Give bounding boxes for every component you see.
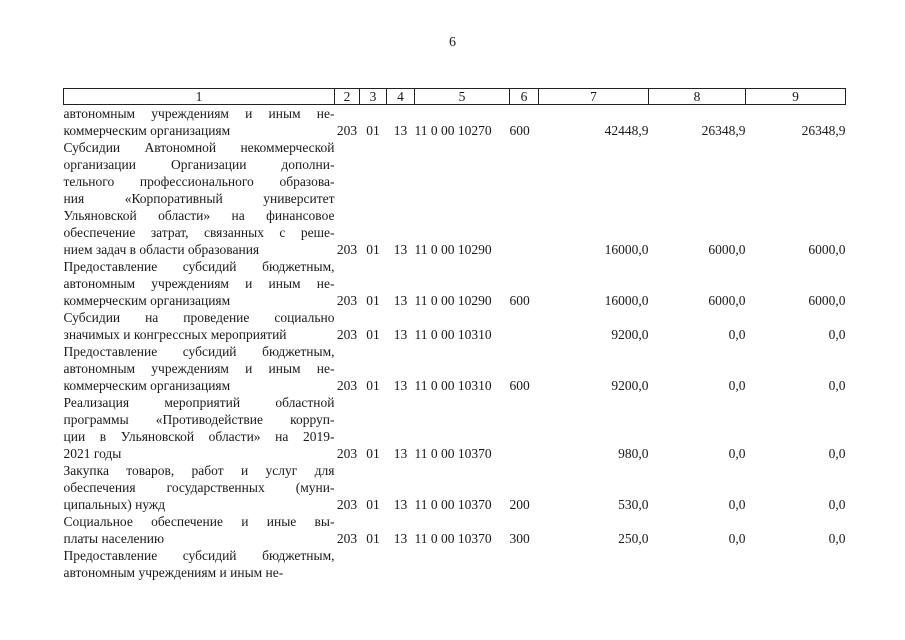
- row-description: [64, 105, 335, 140]
- row-amount-col8: 0,0: [728, 327, 746, 342]
- row-col4: 13: [393, 531, 408, 546]
- row-target-code: 11 0 00 10310: [414, 378, 492, 393]
- row-col3: 01: [366, 293, 380, 308]
- row-target-code: 11 0 00 10290: [414, 293, 492, 308]
- col-header-6: 6: [510, 89, 539, 105]
- row-description-line: Предоставление субсидий бюджетным,: [63, 344, 335, 359]
- row-description: [64, 343, 335, 394]
- row-col3: 01: [366, 378, 380, 393]
- row-amount-col9: [746, 547, 846, 581]
- row-expense-type: 300: [509, 531, 530, 546]
- row-description-line: Предоставление субсидий бюджетным,: [63, 548, 335, 563]
- row-amount-col7: 16000,0: [604, 242, 649, 257]
- row-description-line: организации Организации дополни-: [63, 157, 335, 172]
- col-header-4: 4: [387, 89, 415, 105]
- row-amount-col9: 0,0: [828, 531, 846, 546]
- row-col2: [335, 547, 360, 581]
- table-row: [64, 309, 846, 343]
- row-col4: 13: [393, 378, 408, 393]
- col-header-7: 7: [539, 89, 649, 105]
- row-col4: [387, 547, 415, 581]
- row-description-line: коммерческим организациям: [63, 378, 231, 393]
- row-col2: 203: [336, 497, 358, 512]
- row-description: [64, 394, 335, 462]
- row-description: [64, 139, 335, 258]
- row-description-line: автономным учреждениям и иным не-: [63, 106, 335, 121]
- row-col4: 13: [393, 327, 408, 342]
- row-description-line: автономным учреждениям и иным не-: [63, 565, 284, 580]
- row-target-code: 11 0 00 10310: [414, 327, 492, 342]
- row-col2: 203: [336, 123, 358, 138]
- row-expense-type: [510, 547, 539, 581]
- row-amount-col9: 0,0: [828, 497, 846, 512]
- row-amount-col7: 9200,0: [611, 327, 649, 342]
- row-amount-col7: 250,0: [618, 531, 649, 546]
- row-target-code: 11 0 00 10270: [414, 123, 492, 138]
- row-amount-col8: 0,0: [728, 531, 746, 546]
- row-col4: 13: [393, 293, 408, 308]
- row-description-line: коммерческим организациям: [63, 123, 231, 138]
- row-amount-col9: 0,0: [828, 327, 846, 342]
- row-description-line: ции в Ульяновской области» на 2019-: [63, 429, 335, 444]
- row-col4: 13: [393, 497, 408, 512]
- row-col3: 01: [366, 242, 380, 257]
- col-header-9: 9: [746, 89, 846, 105]
- row-expense-type: 600: [509, 123, 530, 138]
- row-description-line: Реализация мероприятий областной: [63, 395, 335, 410]
- row-target-code: 11 0 00 10370: [414, 531, 492, 546]
- table-row: [64, 105, 846, 140]
- row-expense-type: 600: [509, 293, 530, 308]
- row-expense-type: [510, 309, 539, 343]
- row-amount-col7: 530,0: [618, 497, 649, 512]
- row-col3: 01: [366, 123, 380, 138]
- row-amount-col7: 9200,0: [611, 378, 649, 393]
- row-expense-type: 600: [509, 378, 530, 393]
- row-description-line: обеспечение затрат, связанных с реше-: [63, 225, 335, 240]
- row-description: [64, 547, 335, 581]
- row-amount-col9: 26348,9: [801, 123, 846, 138]
- row-col4: 13: [393, 446, 408, 461]
- row-description: [64, 309, 335, 343]
- row-description-line: Субсидии на проведение социально: [63, 310, 335, 325]
- row-amount-col8: 0,0: [728, 446, 746, 461]
- row-amount-col8: 6000,0: [708, 242, 746, 257]
- col-header-2: 2: [335, 89, 360, 105]
- row-amount-col9: 6000,0: [808, 293, 846, 308]
- row-amount-col9: 0,0: [828, 446, 846, 461]
- page-number: 6: [449, 35, 456, 50]
- row-description-line: нием задач в области образования: [63, 242, 260, 257]
- row-col2: 203: [336, 531, 358, 546]
- row-col3: [360, 547, 387, 581]
- row-description-line: коммерческим организациям: [63, 293, 231, 308]
- row-col4: 13: [393, 123, 408, 138]
- col-header-1: 1: [64, 89, 335, 105]
- row-target-code: 11 0 00 10290: [414, 242, 492, 257]
- row-amount-col7: [539, 547, 649, 581]
- row-col3: 01: [366, 446, 380, 461]
- budget-table: [63, 88, 846, 581]
- row-col3: 01: [366, 531, 380, 546]
- row-amount-col7: 16000,0: [604, 293, 649, 308]
- row-amount-col9: 6000,0: [808, 242, 846, 257]
- row-amount-col8: 0,0: [728, 378, 746, 393]
- row-description-line: программы «Противодействие корруп-: [63, 412, 335, 427]
- row-description-line: автономным учреждениям и иным не-: [63, 276, 335, 291]
- row-description-line: Предоставление субсидий бюджетным,: [63, 259, 335, 274]
- row-amount-col8: 0,0: [728, 497, 746, 512]
- row-description-line: Субсидии Автономной некоммерческой: [63, 140, 335, 155]
- col-header-8: 8: [649, 89, 746, 105]
- row-col2: 203: [336, 242, 358, 257]
- row-description-line: автономным учреждениям и иным не-: [63, 361, 335, 376]
- col-header-3: 3: [360, 89, 387, 105]
- table-row: [64, 394, 846, 462]
- row-description-line: ния «Корпоративный университет: [63, 191, 335, 206]
- row-amount-col7: 980,0: [618, 446, 649, 461]
- row-description-line: значимых и конгрессных мероприятий: [63, 327, 287, 342]
- table-row: [64, 462, 846, 513]
- table-row: [64, 513, 846, 547]
- row-col2: 203: [336, 378, 358, 393]
- row-amount-col7: 42448,9: [604, 123, 649, 138]
- row-expense-type: 200: [509, 497, 530, 512]
- row-amount-col9: 0,0: [828, 378, 846, 393]
- header-row: [64, 89, 846, 105]
- col-header-5: 5: [415, 89, 510, 105]
- row-description-line: Ульяновской области» на финансовое: [63, 208, 335, 223]
- row-description-line: Закупка товаров, работ и услуг для: [63, 463, 335, 478]
- row-expense-type: [510, 394, 539, 462]
- row-col3: 01: [366, 497, 380, 512]
- row-description-line: тельного профессионального образова-: [63, 174, 335, 189]
- row-description-line: ципальных) нужд: [63, 497, 166, 512]
- row-description-line: обеспечения государственных (муни-: [63, 480, 335, 495]
- row-description-line: платы населению: [63, 531, 165, 546]
- row-description: [64, 258, 335, 309]
- row-col4: 13: [393, 242, 408, 257]
- table-row: [64, 139, 846, 258]
- row-target-code: [415, 547, 510, 581]
- row-target-code: 11 0 00 10370: [414, 497, 492, 512]
- row-amount-col8: [649, 547, 746, 581]
- row-description-line: 2021 годы: [63, 446, 122, 461]
- row-description: [64, 513, 335, 547]
- row-description: [64, 462, 335, 513]
- row-col2: 203: [336, 327, 358, 342]
- row-expense-type: [510, 139, 539, 258]
- row-col3: 01: [366, 327, 380, 342]
- table-row: [64, 547, 846, 581]
- table-row: [64, 343, 846, 394]
- row-amount-col8: 26348,9: [701, 123, 746, 138]
- table-row: [64, 258, 846, 309]
- row-target-code: 11 0 00 10370: [414, 446, 492, 461]
- row-amount-col8: 6000,0: [708, 293, 746, 308]
- row-col2: 203: [336, 293, 358, 308]
- row-description-line: Социальное обеспечение и иные вы-: [63, 514, 335, 529]
- row-col2: 203: [336, 446, 358, 461]
